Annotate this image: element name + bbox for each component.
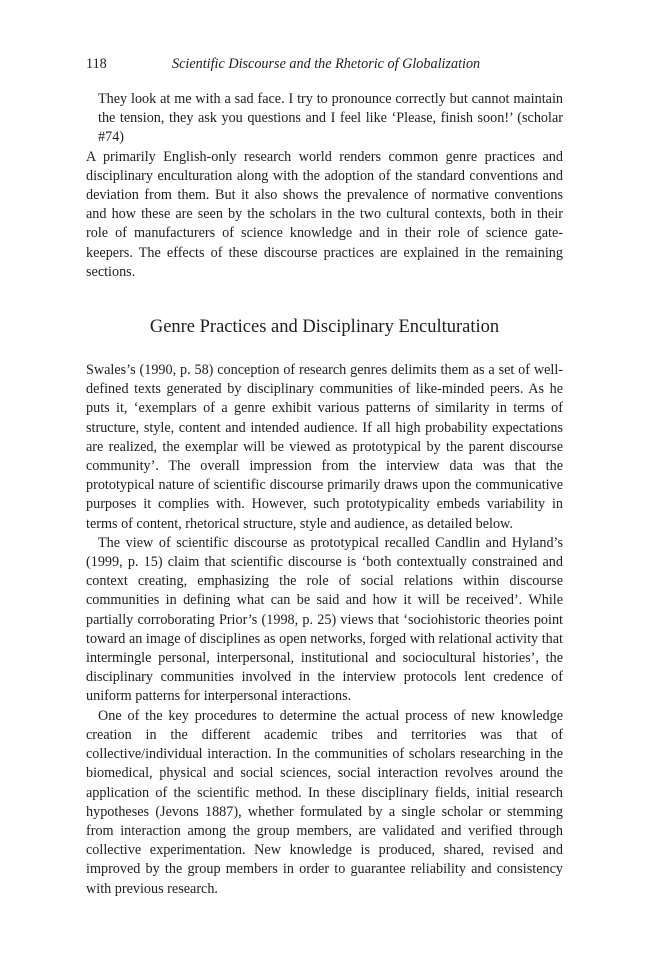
book-page — [86, 56, 563, 899]
intro-paragraph: A primarily English-only research world renders common genre practices and disciplinary enculturation along with the adoption of the standard conventions and deviation from them. But it also shows the prevalence of normative conventions and how these are seen by the scholars in the two cultural contexts, both in their role of manufacturers of science knowledge and in their role of science gate-keepers. The effects of these discourse practices are explained in the remaining sections. — [86, 148, 563, 280]
body-paragraph-2: The view of scientific discourse as prototypical recalled Candlin and Hyland’s (1999, p. 15) claim that scientific discourse is ‘both contextually constrained and context creating, emphasizing the role of social relations within discourse communities in defining what can be said and how it will be received’. While partially corroborating Prior’s (1998, p. 25) views that ‘sociohistoric theories point toward an image of disciplines as open networks, forged with relational activity that intermingle personal, interpersonal, institutional and sociocultural histories’, the disciplinary communities involved in the interview protocols lent credence of uniform patterns for interpersonal interactions. — [86, 534, 563, 705]
body-paragraph-1: Swales’s (1990, p. 58) conception of research genres delimits them as a set of well-defined texts generated by disciplinary communities of like-minded peers. As he puts it, ‘exemplars of a genre exhibit various patterns of similarity in terms of structure, style, content and intended audience. If all high probability expectations are realized, the exemplar will be viewed as prototypical by the parent discourse community’. The overall impression from the interview data was that the prototypical nature of scientific discourse primarily draws upon the communicative purposes it complies with. However, such prototypicality embeds variability in terms of content, rhetorical structure, style and audience, as detailed below. — [86, 362, 563, 532]
running-title: Scientific Discourse and the Rhetoric of Globalization — [172, 56, 481, 72]
running-header — [86, 56, 563, 78]
body-paragraph-3: One of the key procedures to determine the actual process of new knowledge creation in the different academic tribes and territories was that of collective/individual interaction. In the communities of scholars researching in the biomedical, physical and social sciences, social interaction revolves around the application of the scientific method. In these disciplinary fields, initial research hypotheses (Jevons 1887), whether formulated by a single scholar or stemming from interaction among the group members, are validated and verified through collective experimentation. New knowledge is produced, shared, revised and improved by the group members in order to guarantee reliability and consistency with previous research. — [86, 707, 563, 897]
section-heading: Genre Practices and Disciplinary Enculturation — [149, 317, 500, 338]
page-number: 118 — [86, 56, 107, 72]
block-quote: They look at me with a sad face. I try to pronounce correctly but cannot maintain the tension, they ask you questions and I feel like ‘Please, finish soon!’ (scholar #74) — [98, 91, 563, 146]
